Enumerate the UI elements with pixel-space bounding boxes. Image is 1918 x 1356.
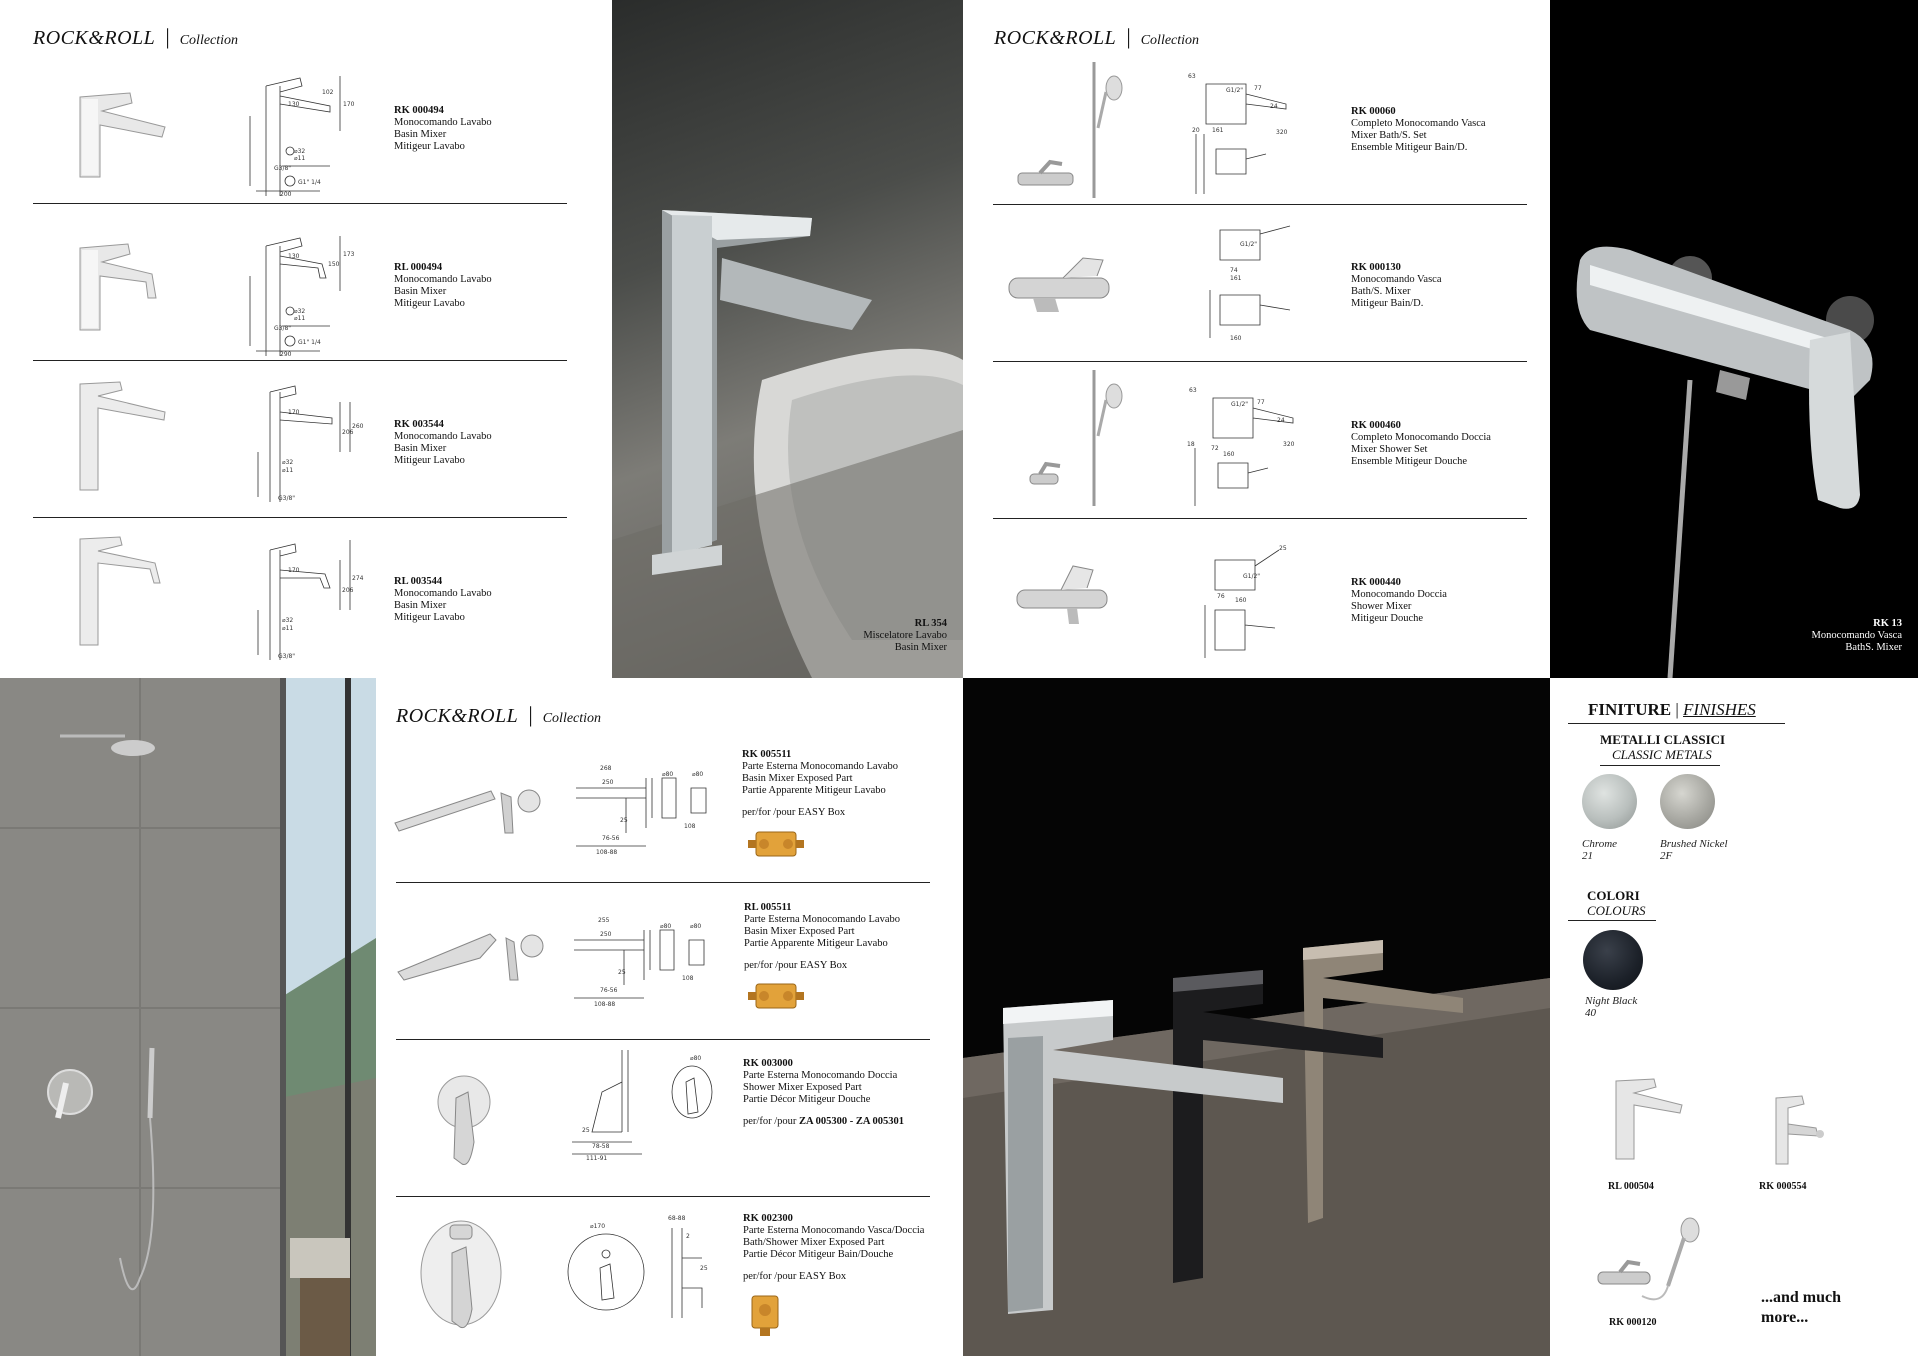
- svg-text:⌀11: ⌀11: [294, 155, 306, 162]
- svg-text:G1/2": G1/2": [1231, 401, 1249, 408]
- row-divider: [33, 360, 567, 361]
- product-desc-fr: Mitigeur Lavabo: [394, 612, 465, 623]
- brand-name: ROCK&ROLL: [396, 705, 519, 727]
- svg-text:290: 290: [280, 351, 292, 358]
- svg-text:170: 170: [343, 101, 355, 108]
- swatch-name: Chrome: [1582, 838, 1618, 850]
- collection-header: [33, 24, 238, 50]
- product-desc-fr: Partie Apparente Mitigeur Lavabo: [742, 785, 886, 796]
- product-desc-it: Monocomando Lavabo: [394, 588, 492, 599]
- svg-text:G1/2": G1/2": [1226, 87, 1244, 94]
- svg-text:161: 161: [1230, 275, 1242, 282]
- product-desc-it: Monocomando Lavabo: [394, 274, 492, 285]
- svg-text:63: 63: [1189, 387, 1197, 394]
- product-info: [394, 576, 492, 624]
- product-desc-it: Monocomando Vasca: [1811, 630, 1902, 641]
- product-desc-en: Basin Mixer: [394, 286, 447, 297]
- metals-underline: [1600, 765, 1720, 766]
- product-code: RK 003544: [394, 419, 444, 430]
- brushed-nickel-label: [1660, 838, 1728, 862]
- svg-text:76-56: 76-56: [600, 987, 618, 994]
- svg-text:G3/8": G3/8": [278, 495, 296, 502]
- catalog-page-basin: [0, 0, 612, 678]
- row-divider: [993, 204, 1527, 205]
- svg-text:77: 77: [1257, 399, 1265, 406]
- product-desc-en: Mixer Bath/S. Set: [1351, 130, 1427, 141]
- product-desc-en: Basin Mixer: [394, 443, 447, 454]
- technical-drawing: [230, 56, 355, 201]
- svg-text:G1/2": G1/2": [1243, 573, 1261, 580]
- swatch-code: 2F: [1660, 850, 1673, 862]
- product-info: [1351, 262, 1442, 310]
- svg-text:25: 25: [620, 817, 628, 824]
- product-desc-it: Completo Monocomando Vasca: [1351, 118, 1486, 129]
- svg-text:⌀32: ⌀32: [294, 308, 306, 315]
- svg-text:108-88: 108-88: [596, 849, 618, 856]
- svg-text:150: 150: [328, 261, 340, 268]
- colors-title: COLORI: [1587, 888, 1640, 903]
- product-desc-it: Monocomando Doccia: [1351, 589, 1447, 600]
- svg-text:63: 63: [1188, 73, 1196, 80]
- shower-scene-photo: [0, 678, 376, 1356]
- swatch-code: 21: [1582, 850, 1593, 862]
- note-text: per/for /pour: [743, 1116, 799, 1127]
- product-desc-it: Parte Esterna Monocomando Vasca/Doccia: [743, 1225, 925, 1236]
- colors-subtitle: COLOURS: [1587, 903, 1646, 918]
- metals-subtitle: CLASSIC METALS: [1612, 747, 1712, 762]
- shower-mixer-exposed-image: [426, 1072, 506, 1172]
- svg-text:111-91: 111-91: [586, 1155, 608, 1162]
- svg-text:77: 77: [1254, 85, 1262, 92]
- product-desc-fr: Mitigeur Bain/D.: [1351, 298, 1424, 309]
- row-divider: [993, 518, 1527, 519]
- technical-drawing: [566, 758, 716, 858]
- easy-box-note: [744, 960, 900, 972]
- note-codes: ZA 005300 - ZA 005301: [798, 1116, 904, 1127]
- item-code: RL 000504: [1608, 1181, 1654, 1192]
- shower-mixer-image: [1013, 560, 1113, 630]
- rl-000504-image: [1606, 1071, 1686, 1161]
- collection-label: Collection: [542, 711, 602, 726]
- collection-label: Collection: [179, 33, 239, 48]
- svg-text:161: 161: [1212, 127, 1224, 134]
- svg-text:76-56: 76-56: [602, 835, 620, 842]
- svg-text:⌀11: ⌀11: [282, 467, 294, 474]
- svg-text:268: 268: [600, 765, 612, 772]
- technical-drawing: [1200, 220, 1310, 345]
- svg-text:G3/8": G3/8": [274, 325, 292, 332]
- collection-label: Collection: [1140, 33, 1200, 48]
- product-desc-it: Parte Esterna Monocomando Doccia: [743, 1070, 898, 1081]
- photo-caption: [1812, 618, 1903, 654]
- svg-text:⌀80: ⌀80: [690, 1055, 702, 1062]
- product-desc-it: Parte Esterna Monocomando Lavabo: [744, 914, 900, 925]
- row-divider: [396, 882, 930, 883]
- technical-drawing: [564, 910, 714, 1010]
- product-desc-en: Shower Mixer Exposed Part: [743, 1082, 862, 1093]
- svg-text:130: 130: [288, 253, 300, 260]
- product-code: RK 003000: [743, 1058, 793, 1069]
- product-code: RK 000440: [1351, 577, 1401, 588]
- brand-name: ROCK&ROLL: [994, 27, 1117, 49]
- svg-text:25: 25: [582, 1127, 590, 1134]
- product-info: [1351, 577, 1447, 625]
- title-underline: [1568, 723, 1785, 724]
- technical-drawing: [1186, 64, 1306, 199]
- svg-text:⌀170: ⌀170: [590, 1223, 606, 1230]
- bath-mixer-image: [1003, 248, 1123, 318]
- basin-mixer-image: [70, 85, 170, 180]
- finishes-title: [1588, 700, 1756, 720]
- product-photo-basin: [612, 0, 963, 678]
- svg-text:⌀80: ⌀80: [692, 771, 704, 778]
- and-much-more-text: [1761, 1288, 1841, 1328]
- more-line: ...and much: [1761, 1289, 1842, 1306]
- collection-header: [994, 24, 1199, 50]
- product-code: RK 000494: [394, 105, 444, 116]
- svg-text:18: 18: [1187, 441, 1195, 448]
- svg-text:250: 250: [602, 779, 614, 786]
- brushed-nickel-swatch: [1660, 774, 1715, 829]
- technical-drawing: [1195, 530, 1305, 665]
- product-desc-it: Monocomando Vasca: [1351, 274, 1442, 285]
- svg-text:260: 260: [352, 423, 364, 430]
- shower-set-image: [1010, 366, 1125, 511]
- product-info: [743, 1058, 904, 1128]
- product-code: RK 000130: [1351, 262, 1401, 273]
- product-desc-it: Miscelatore Lavabo: [863, 630, 947, 641]
- product-info: [1351, 106, 1486, 154]
- svg-text:G3/8": G3/8": [278, 653, 296, 660]
- svg-text:20: 20: [1192, 127, 1200, 134]
- easy-box-note: [743, 1116, 904, 1128]
- svg-text:160: 160: [1230, 335, 1242, 342]
- swatch-name: Brushed Nickel: [1660, 838, 1728, 850]
- svg-text:⌀80: ⌀80: [690, 923, 702, 930]
- svg-text:68-88: 68-88: [668, 1215, 686, 1222]
- product-code: RK 005511: [742, 749, 792, 760]
- product-desc-it: Parte Esterna Monocomando Lavabo: [742, 761, 898, 772]
- svg-text:320: 320: [1276, 129, 1288, 136]
- more-line: more...: [1761, 1309, 1809, 1326]
- tall-basin-mixer-image: [70, 378, 170, 493]
- product-desc-en: Shower Mixer: [1351, 601, 1412, 612]
- finishes-title-it: FINITURE: [1588, 700, 1672, 719]
- svg-text:G3/8": G3/8": [274, 165, 292, 172]
- swatch-code: 40: [1585, 1007, 1596, 1019]
- product-desc-en: Basin Mixer: [394, 600, 447, 611]
- svg-text:108: 108: [684, 823, 696, 830]
- wall-basin-mixer-image: [394, 918, 544, 988]
- note-text: per/for /pour EASY Box: [743, 1271, 847, 1282]
- product-desc-en: Bath/Shower Mixer Exposed Part: [743, 1237, 885, 1248]
- photo-scene: [0, 678, 376, 1356]
- night-black-label: [1585, 995, 1637, 1019]
- photo-scene: [963, 678, 1550, 1356]
- technical-drawing: [240, 372, 364, 512]
- technical-drawing: [1183, 378, 1313, 508]
- product-photo-bath: [1550, 0, 1918, 678]
- chrome-swatch: [1582, 774, 1637, 829]
- svg-text:102: 102: [322, 89, 334, 96]
- colors-underline: [1568, 920, 1656, 921]
- svg-text:108-88: 108-88: [594, 1001, 616, 1008]
- product-code: RL 000494: [394, 262, 443, 273]
- product-desc-fr: Mitigeur Douche: [1351, 613, 1424, 624]
- row-divider: [993, 361, 1527, 362]
- svg-text:170: 170: [288, 567, 300, 574]
- product-desc-en: Basin Mixer: [894, 642, 947, 653]
- collection-header: [396, 702, 601, 728]
- header-separator: |: [1126, 24, 1131, 49]
- easy-box-icon: [746, 826, 808, 862]
- product-info: [394, 419, 492, 467]
- svg-text:25: 25: [1279, 545, 1287, 552]
- product-desc-en: BathS. Mixer: [1845, 642, 1902, 653]
- brand-name: ROCK&ROLL: [33, 27, 156, 49]
- product-desc-fr: Partie Décor Mitigeur Douche: [743, 1094, 871, 1105]
- svg-text:173: 173: [343, 251, 355, 258]
- svg-text:24: 24: [1270, 103, 1278, 110]
- svg-text:24: 24: [1277, 417, 1285, 424]
- finishes-separator: |: [1675, 700, 1679, 719]
- technical-drawing: [230, 216, 355, 361]
- product-desc-en: Basin Mixer Exposed Part: [744, 926, 855, 937]
- night-black-swatch: [1583, 930, 1643, 990]
- product-desc-it: Completo Monocomando Doccia: [1351, 432, 1491, 443]
- product-info: [742, 749, 898, 819]
- photo-caption: [863, 618, 947, 654]
- product-code: RK 002300: [743, 1213, 793, 1224]
- row-divider: [396, 1039, 930, 1040]
- product-info: [744, 902, 900, 972]
- item-code: RK 000554: [1759, 1181, 1807, 1192]
- technical-drawing: [562, 1208, 722, 1338]
- product-desc-it: Monocomando Lavabo: [394, 117, 492, 128]
- row-divider: [33, 517, 567, 518]
- easy-box-icon: [746, 1290, 786, 1340]
- svg-text:25: 25: [700, 1265, 708, 1272]
- svg-text:2: 2: [686, 1233, 690, 1240]
- svg-text:⌀80: ⌀80: [660, 923, 672, 930]
- svg-text:⌀32: ⌀32: [282, 459, 294, 466]
- product-desc-en: Bath/S. Mixer: [1351, 286, 1411, 297]
- svg-text:320: 320: [1283, 441, 1295, 448]
- svg-text:⌀11: ⌀11: [282, 625, 294, 632]
- product-desc-fr: Mitigeur Lavabo: [394, 455, 465, 466]
- rk-000120-image: [1592, 1216, 1712, 1316]
- header-separator: |: [165, 24, 170, 49]
- finishes-panel: [1550, 678, 1918, 1356]
- product-desc-fr: Mitigeur Lavabo: [394, 298, 465, 309]
- svg-text:250: 250: [600, 931, 612, 938]
- bath-shower-set-image: [1010, 58, 1125, 203]
- row-divider: [33, 203, 567, 204]
- item-code: RK 000120: [1609, 1317, 1657, 1328]
- svg-text:G1/2": G1/2": [1240, 241, 1258, 248]
- svg-text:78-58: 78-58: [592, 1143, 610, 1150]
- product-desc-fr: Ensemble Mitigeur Douche: [1351, 456, 1468, 467]
- note-text: per/for /pour EASY Box: [742, 807, 846, 818]
- svg-text:G1" 1/4: G1" 1/4: [298, 339, 321, 346]
- product-info: [394, 262, 492, 310]
- svg-text:76: 76: [1217, 593, 1225, 600]
- product-code: RK 13: [1873, 618, 1902, 629]
- product-info: [743, 1213, 924, 1283]
- svg-text:⌀11: ⌀11: [294, 315, 306, 322]
- technical-drawing: [240, 530, 364, 670]
- svg-text:108: 108: [682, 975, 694, 982]
- bath-shower-mixer-exposed-image: [416, 1213, 506, 1343]
- svg-text:⌀32: ⌀32: [294, 148, 306, 155]
- product-desc-en: Basin Mixer: [394, 129, 447, 140]
- product-desc-en: Basin Mixer Exposed Part: [742, 773, 853, 784]
- product-desc-fr: Partie Décor Mitigeur Bain/Douche: [743, 1249, 894, 1260]
- row-divider: [396, 1196, 930, 1197]
- product-info: [394, 105, 492, 153]
- svg-text:160: 160: [1235, 597, 1247, 604]
- product-code: RL 003544: [394, 576, 443, 587]
- product-code: RK 000460: [1351, 420, 1401, 431]
- catalog-page-bath-shower: [963, 0, 1550, 678]
- metals-title: METALLI CLASSICI: [1600, 732, 1726, 747]
- product-code: RL 005511: [744, 902, 792, 913]
- product-info: [1351, 420, 1491, 468]
- product-desc-it: Monocomando Lavabo: [394, 431, 492, 442]
- svg-text:170: 170: [288, 409, 300, 416]
- svg-text:74: 74: [1230, 267, 1238, 274]
- chrome-label: [1582, 838, 1617, 862]
- finishes-product-photo: [963, 678, 1550, 1356]
- easy-box-icon: [746, 978, 808, 1014]
- rk-000554-image: [1762, 1088, 1837, 1168]
- svg-text:160: 160: [1223, 451, 1235, 458]
- photo-scene: [1550, 0, 1918, 678]
- svg-text:130: 130: [288, 101, 300, 108]
- technical-drawing: [562, 1042, 722, 1162]
- svg-text:G1" 1/4: G1" 1/4: [298, 179, 321, 186]
- catalog-page-built-in: [376, 678, 963, 1356]
- header-separator: |: [528, 702, 533, 727]
- svg-text:⌀80: ⌀80: [662, 771, 674, 778]
- easy-box-note: [743, 1271, 924, 1283]
- swatch-name: Night Black: [1585, 995, 1638, 1007]
- wall-basin-mixer-image: [391, 773, 541, 833]
- product-desc-en: Mixer Shower Set: [1351, 444, 1428, 455]
- product-desc-fr: Mitigeur Lavabo: [394, 141, 465, 152]
- finishes-title-en: FINISHES: [1683, 700, 1756, 719]
- tall-basin-mixer-image: [70, 533, 170, 648]
- svg-text:25: 25: [618, 969, 626, 976]
- svg-text:⌀32: ⌀32: [282, 617, 294, 624]
- product-code: RL 354: [914, 618, 947, 629]
- svg-text:206: 206: [342, 587, 354, 594]
- svg-text:200: 200: [280, 191, 292, 198]
- product-desc-fr: Partie Apparente Mitigeur Lavabo: [744, 938, 888, 949]
- product-code: RK 00060: [1351, 106, 1396, 117]
- photo-scene: [612, 0, 963, 678]
- note-text: per/for /pour EASY Box: [744, 960, 848, 971]
- basin-mixer-image: [70, 238, 170, 333]
- svg-text:206: 206: [342, 429, 354, 436]
- product-desc-fr: Ensemble Mitigeur Bain/D.: [1351, 142, 1468, 153]
- svg-text:255: 255: [598, 917, 610, 924]
- easy-box-note: [742, 807, 898, 819]
- svg-text:72: 72: [1211, 445, 1219, 452]
- svg-text:274: 274: [352, 575, 364, 582]
